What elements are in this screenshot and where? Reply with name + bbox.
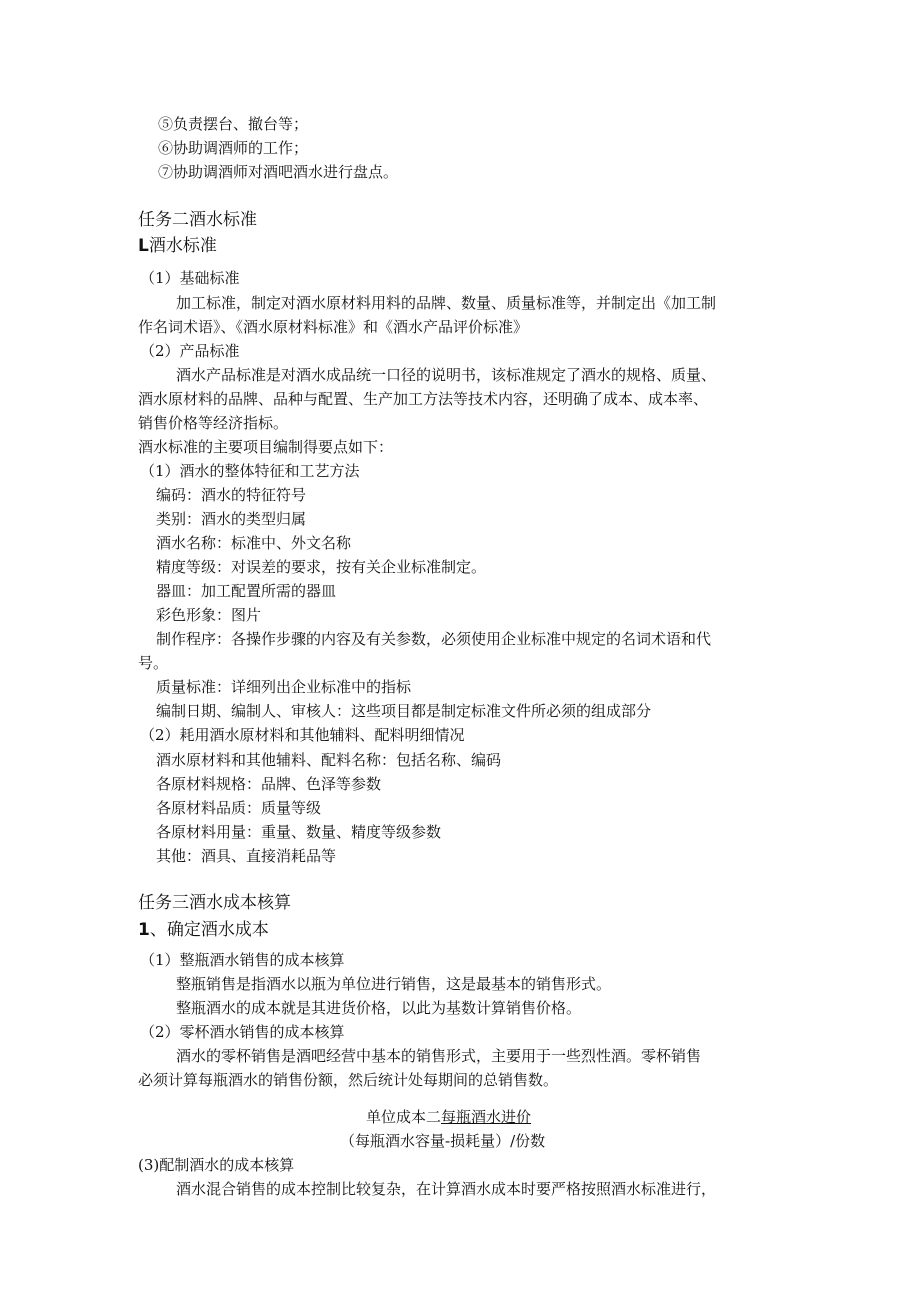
item-title: （1）酒水的整体特征和工艺方法 <box>140 462 360 480</box>
subsection-heading <box>138 236 217 256</box>
list-item: 精度等级：对误差的要求，按有关企业标准制定。 <box>156 558 487 576</box>
item-title: （1）基础标准 <box>140 269 240 287</box>
section-heading: 任务三酒水成本核算 <box>138 893 291 913</box>
list-item: ⑦协助调酒师对酒吧酒水进行盘点。 <box>158 163 399 181</box>
formula-left: 单位成本二 <box>366 1108 442 1126</box>
item-title: （2）零杯酒水销售的成本核算 <box>140 1023 345 1041</box>
list-item: 编制日期、编制人、审核人：这些项目都是制定标准文件所必须的组成部分 <box>156 702 652 720</box>
paragraph-line: 酒水标准的主要项目编制得要点如下： <box>138 438 394 456</box>
item-title: （2）耗用酒水原材料和其他辅料、配料明细情况 <box>140 726 465 744</box>
paragraph-line: 酒水的零杯销售是酒吧经营中基本的销售形式，主要用于一些烈性酒。零杯销售 <box>176 1047 702 1065</box>
formula-denominator: （每瓶酒水容量-损耗量）/份数 <box>340 1132 546 1150</box>
formula-numerator: 每瓶酒水进价 <box>441 1108 532 1126</box>
paragraph-line: 酒水混合销售的成本控制比较复杂，在计算酒水成本时要严格按照酒水标准进行， <box>176 1180 717 1198</box>
subsection-number: L <box>138 236 149 256</box>
item-title: (3)配制酒水的成本核算 <box>138 1156 295 1174</box>
paragraph-line: 作名词术语》、《酒水原材料标准》和《酒水产品评价标准》 <box>138 318 529 336</box>
list-item: 酒水原材料和其他辅料、配料名称：包括名称、编码 <box>156 751 502 769</box>
list-item: 质量标准：详细列出企业标准中的指标 <box>156 678 412 696</box>
list-item: ⑥协助调酒师的工作； <box>158 139 309 157</box>
formula-line <box>366 1107 531 1127</box>
list-item: 各原材料规格：品牌、色泽等参数 <box>156 775 382 793</box>
list-item: 制作程序：各操作步骤的内容及有关参数，必须使用企业标准中规定的名词术语和代 <box>156 630 712 648</box>
section-heading: 任务二酒水标准 <box>138 210 257 230</box>
subsection-text: 、确定酒水成本 <box>149 920 269 940</box>
list-item: ⑤负责摆台、撤台等； <box>158 115 309 133</box>
item-title: （2）产品标准 <box>140 342 240 360</box>
paragraph-line: 酒水产品标准是对酒水成品统一口径的说明书，该标准规定了酒水的规格、质量、 <box>176 366 717 384</box>
paragraph-line: 整瓶酒水的成本就是其进货价格，以此为基数计算销售价格。 <box>176 999 582 1017</box>
paragraph-line: 必须计算每瓶酒水的销售份额，然后统计处每期间的总销售数。 <box>138 1071 559 1089</box>
list-item: 各原材料用量：重量、数量、精度等级参数 <box>156 823 442 841</box>
list-item: 酒水名称：标准中、外文名称 <box>156 534 352 552</box>
subsection-number: 1 <box>138 920 150 940</box>
subsection-text: 酒水标准 <box>148 236 217 256</box>
list-item: 编码：酒水的特征符号 <box>156 486 307 504</box>
paragraph-line: 销售价格等经济指标。 <box>138 414 289 432</box>
paragraph-line: 整瓶销售是指酒水以瓶为单位进行销售，这是最基本的销售形式。 <box>176 975 612 993</box>
list-item: 其他：酒具、直接消耗品等 <box>156 847 337 865</box>
list-item: 类别：酒水的类型归属 <box>156 510 307 528</box>
subsection-heading <box>138 920 269 940</box>
item-title: （1）整瓶酒水销售的成本核算 <box>140 951 345 969</box>
list-item: 器皿：加工配置所需的器皿 <box>156 582 337 600</box>
list-item: 彩色形象：图片 <box>156 606 262 624</box>
paragraph-line: 加工标准，制定对酒水原材料用料的品牌、数量、质量标准等，并制定出《加工制 <box>176 294 717 312</box>
list-item: 各原材料品质：质量等级 <box>156 799 322 817</box>
paragraph-line: 酒水原材料的品牌、品种与配置、生产加工方法等技术内容，还明确了成本、成本率、 <box>138 390 709 408</box>
list-item-wrap: 号。 <box>138 654 169 672</box>
